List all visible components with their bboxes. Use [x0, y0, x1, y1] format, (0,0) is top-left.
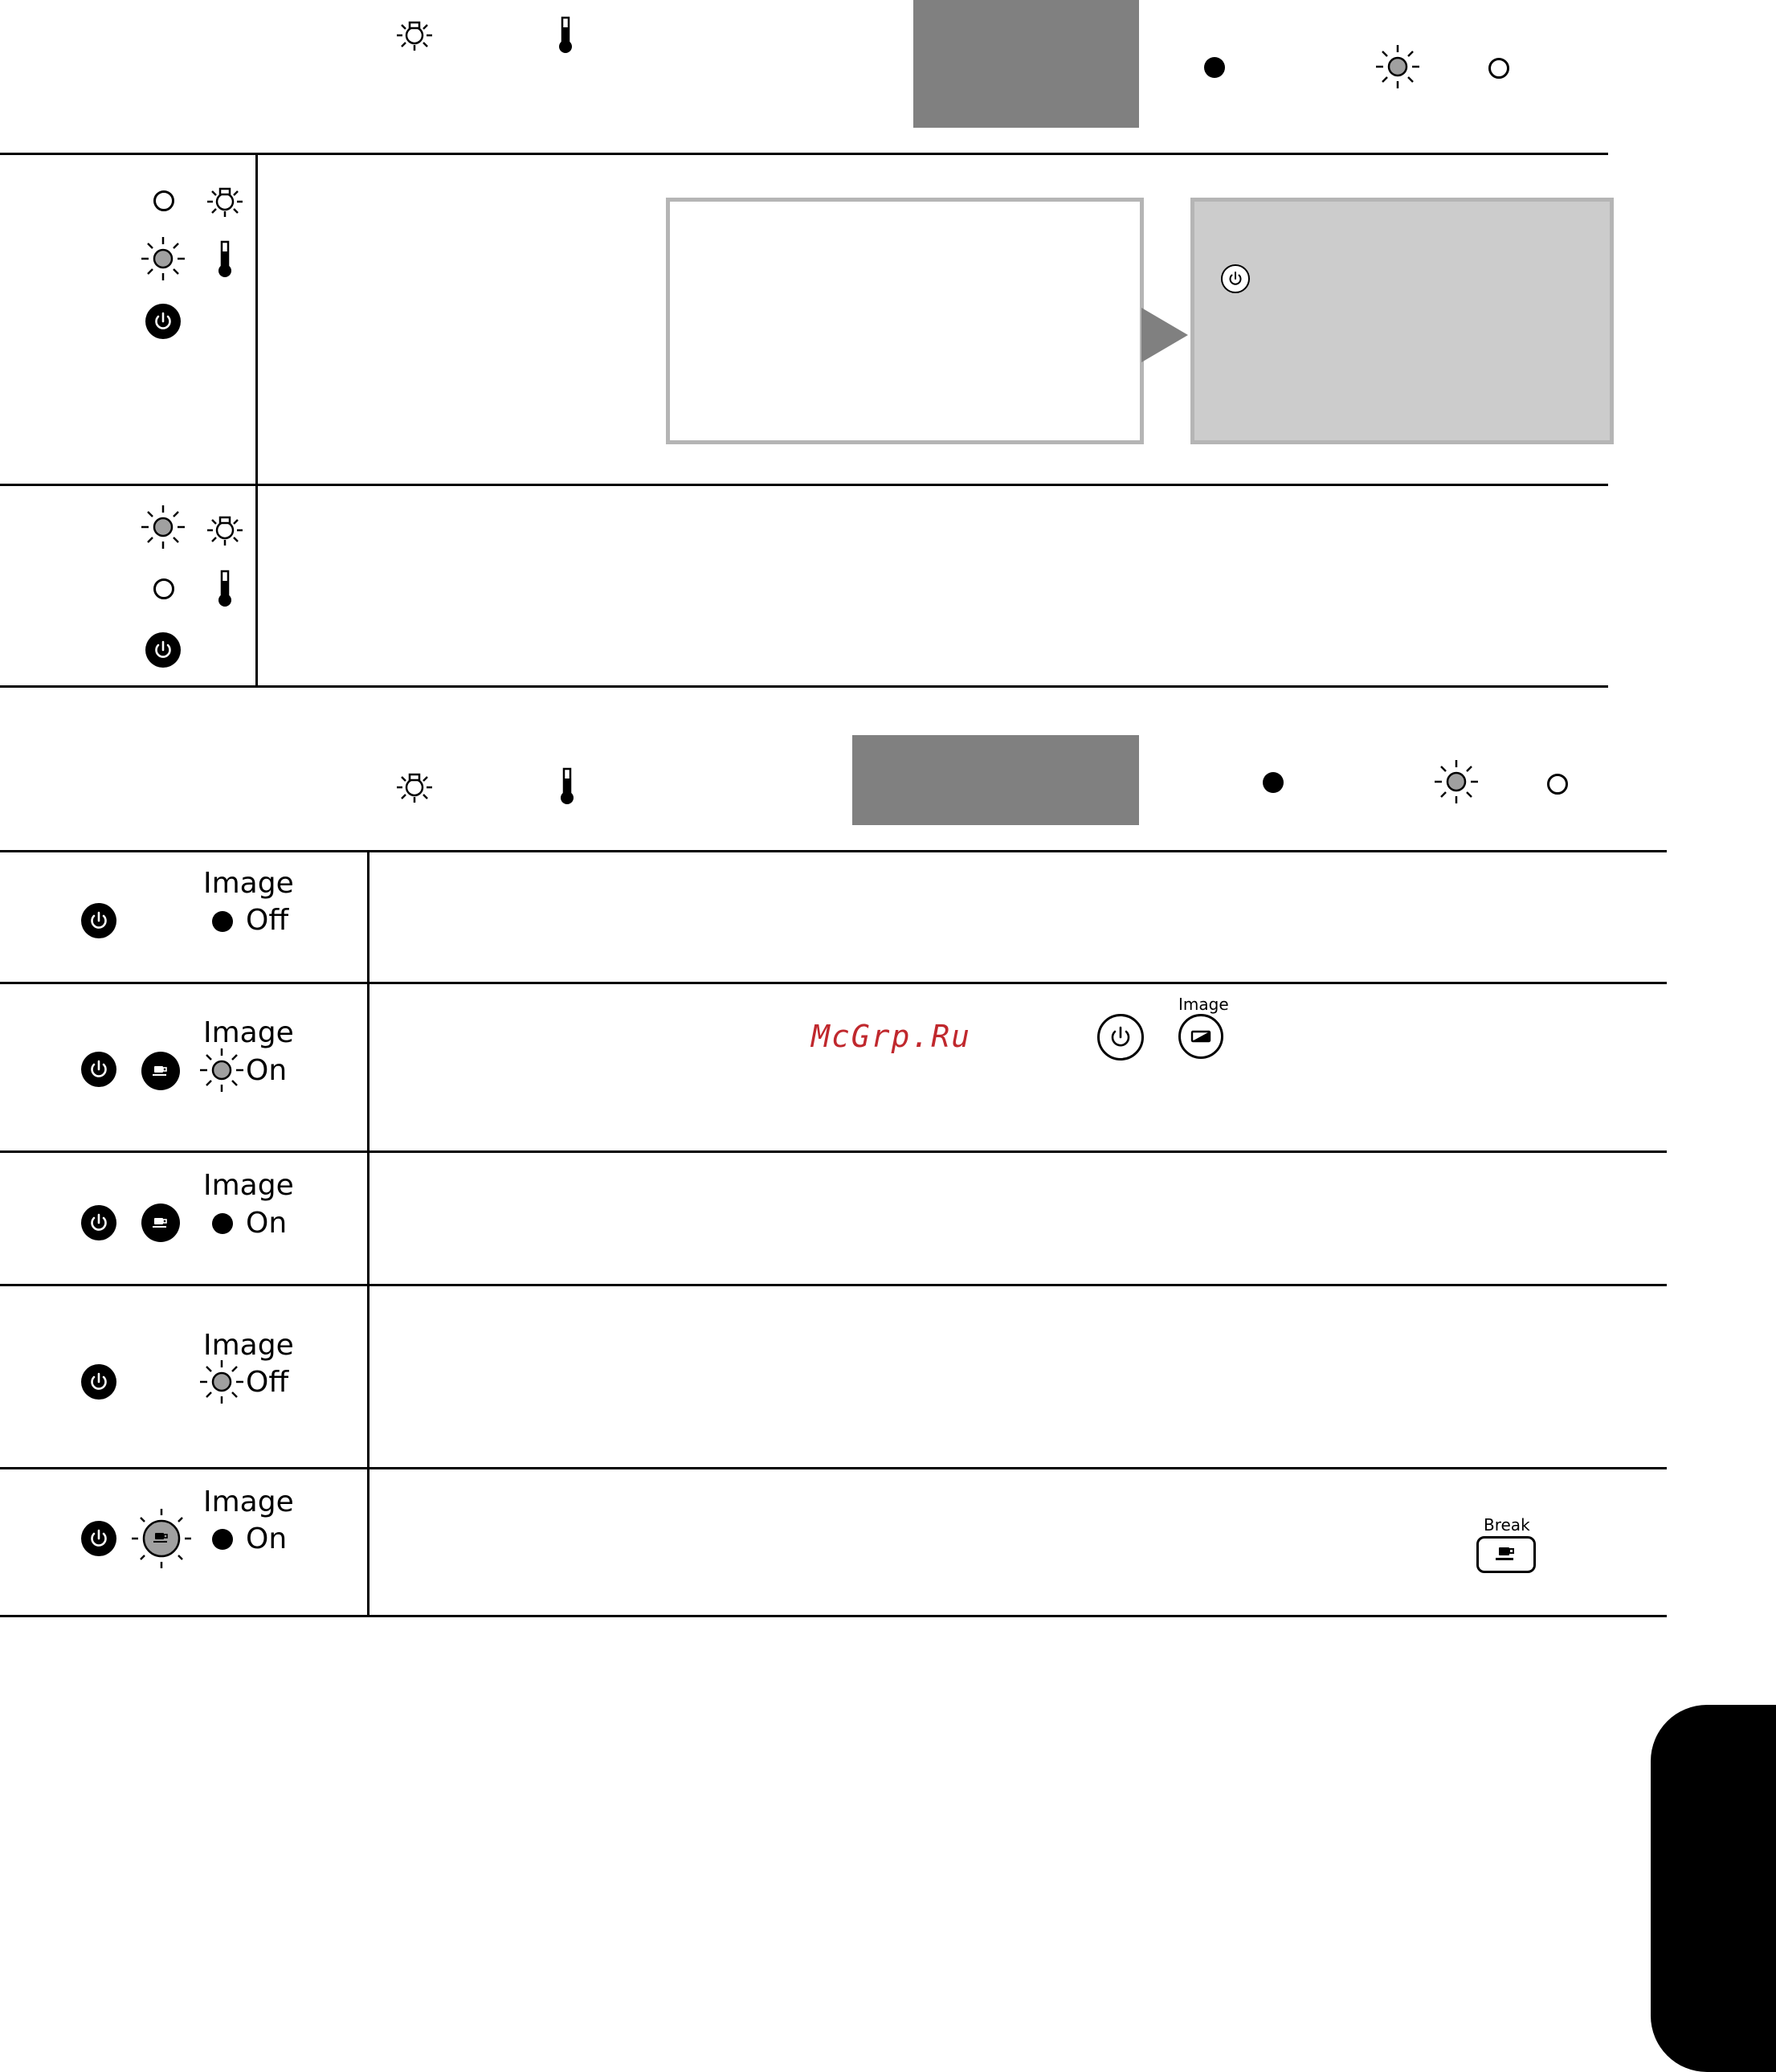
image-button-icon: [1178, 1014, 1223, 1059]
header-gray-box: [913, 0, 1139, 128]
power-indicator-icon: [81, 1052, 116, 1087]
on-label: On: [246, 1207, 288, 1240]
power-button-icon: [1221, 264, 1250, 293]
unlit-indicator-icon: [1488, 58, 1509, 79]
status-panel-gray: [1190, 198, 1614, 444]
flashing-indicator-icon: [199, 1359, 244, 1404]
image-label: Image: [203, 1169, 294, 1202]
image-label: Image: [203, 1329, 294, 1362]
lit-indicator-icon: [1204, 57, 1225, 78]
table-rule: [0, 850, 1667, 852]
power-indicator-icon: [145, 304, 181, 339]
power-indicator-icon: [81, 903, 116, 938]
table-rule: [0, 1284, 1667, 1286]
table-rule: [0, 1150, 1667, 1153]
power-button-icon: [1097, 1014, 1144, 1061]
thermometer-icon: [216, 570, 234, 608]
unlit-indicator-icon: [153, 190, 174, 211]
lit-indicator-icon: [1263, 772, 1284, 793]
power-indicator-icon: [145, 632, 181, 668]
power-indicator-icon: [81, 1205, 116, 1240]
flashing-indicator-icon: [141, 505, 186, 550]
table-rule: [0, 1467, 1667, 1469]
thermometer-icon: [216, 240, 234, 279]
status-panel-white: [666, 198, 1144, 444]
unlit-indicator-icon: [1547, 774, 1568, 795]
coffee-cup-indicator-icon: [141, 1204, 180, 1242]
flashing-indicator-icon: [1375, 44, 1420, 89]
flashing-indicator-icon: [141, 236, 186, 281]
off-label: Off: [246, 1366, 289, 1399]
off-label: Off: [246, 904, 289, 937]
lamp-icon: [206, 509, 243, 546]
lamp-icon: [396, 766, 433, 803]
flashing-indicator-icon: [199, 1048, 244, 1093]
watermark: McGrp.Ru: [811, 1019, 972, 1054]
table-column-rule: [255, 153, 258, 687]
page-edge-tab: [1651, 1705, 1776, 2072]
break-button-icon: [1476, 1536, 1536, 1573]
unlit-indicator-icon: [153, 578, 174, 599]
lamp-icon: [396, 14, 433, 51]
header-gray-box: [852, 735, 1139, 825]
lit-indicator-icon: [212, 1213, 233, 1234]
image-button-label: Image: [1178, 995, 1229, 1014]
thermometer-icon: [557, 16, 574, 55]
coffee-cup-indicator-icon: [141, 1052, 180, 1090]
power-indicator-icon: [81, 1521, 116, 1556]
break-button-label: Break: [1484, 1515, 1530, 1535]
power-indicator-icon: [81, 1364, 116, 1400]
table-rule: [0, 685, 1608, 688]
thermometer-icon: [558, 767, 576, 806]
lit-indicator-icon: [212, 911, 233, 932]
table-rule: [0, 982, 1667, 984]
image-label: Image: [203, 1486, 294, 1518]
image-label: Image: [203, 1016, 294, 1049]
flashing-coffee-cup-indicator-icon: [131, 1508, 192, 1569]
on-label: On: [246, 1054, 288, 1087]
image-label: Image: [203, 867, 294, 900]
table-rule: [0, 153, 1608, 155]
table-rule: [0, 1615, 1667, 1617]
on-label: On: [246, 1522, 288, 1555]
table-column-rule: [367, 850, 369, 1616]
table-rule: [0, 484, 1608, 486]
arrow-right-icon: [1141, 308, 1188, 362]
lit-indicator-icon: [212, 1529, 233, 1550]
lamp-icon: [206, 181, 243, 218]
flashing-indicator-icon: [1434, 759, 1479, 804]
